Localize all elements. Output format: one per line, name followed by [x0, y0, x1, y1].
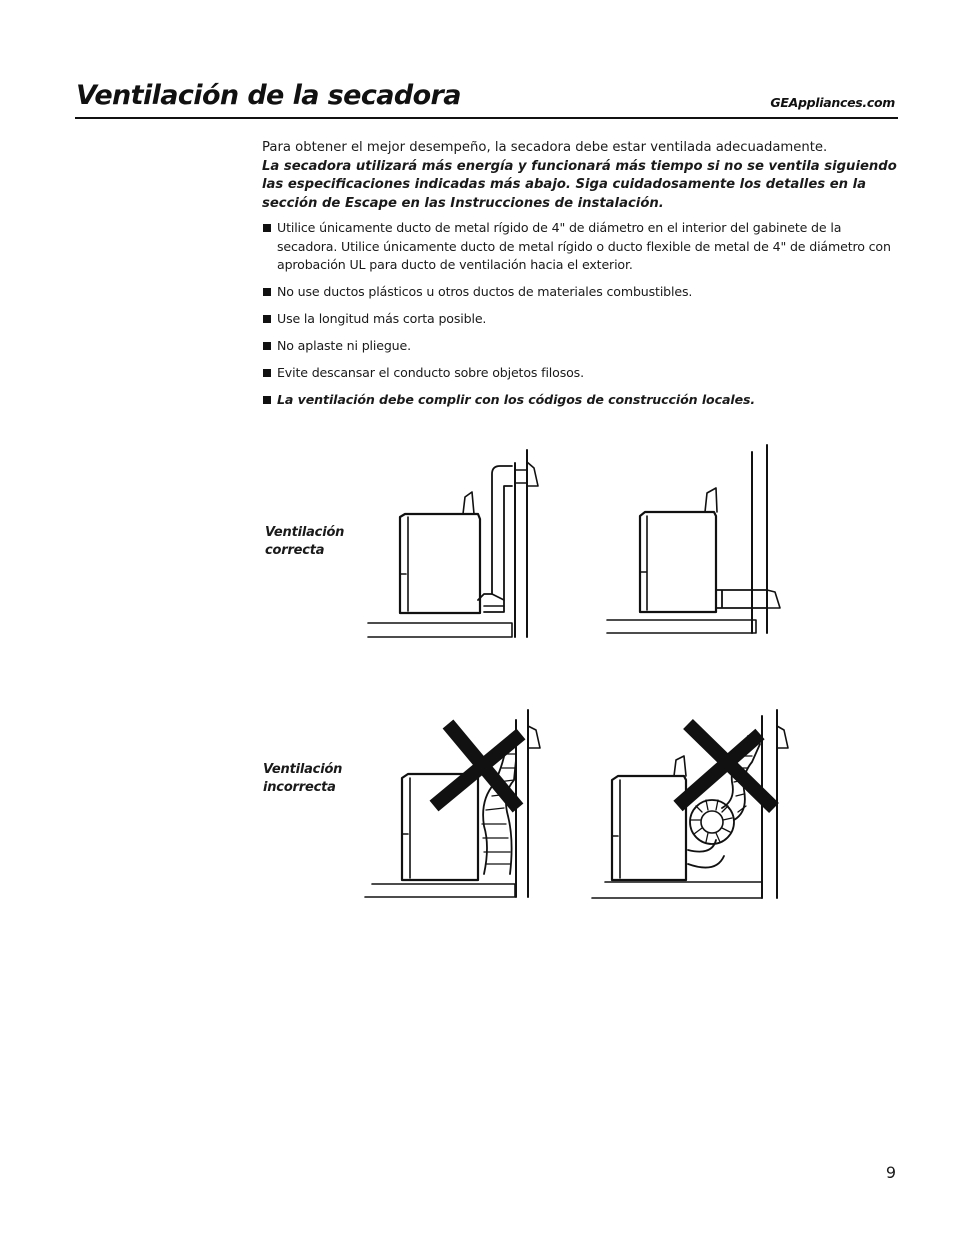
dryer-body: [640, 512, 716, 612]
incorrect-vent-label: Ventilación incorrecta: [263, 762, 343, 795]
dryer-detail: [402, 778, 410, 878]
bullet-text: No aplaste ni pliegue.: [277, 338, 411, 353]
rigid-duct: [716, 590, 767, 608]
vent-hood: [777, 726, 788, 748]
rigid-duct: [478, 466, 512, 612]
website-link[interactable]: GEAppliances.com: [770, 95, 895, 110]
floor: [365, 884, 515, 897]
bullet-text: No use ductos plásticos u otros ductos de materiales combustibles.: [277, 284, 693, 299]
control-panel: [463, 492, 474, 514]
control-panel: [674, 756, 686, 776]
flex-duct: [688, 840, 724, 868]
bullet-text: La ventilación debe complir con los códigos de construcción locales.: [277, 392, 756, 407]
duct-elbow: [484, 594, 504, 606]
wall: [515, 450, 527, 637]
bullet-text: Utilice únicamente ducto de metal rígido de 4" de diámetro en el interior del gabinete de la secadora. Utilice únicamente ducto de metal rígido o ducto flexible de metal de 4" de diámetro con aprobación UL para ducto de ventilación hacia el exterior.: [277, 220, 891, 272]
page-number: 9: [885, 1163, 896, 1182]
vent-hood: [527, 462, 538, 486]
bullet-text: Use la longitud más corta posible.: [277, 311, 487, 326]
prohibited-x-icon: [678, 724, 774, 808]
dryer-body: [612, 776, 686, 880]
duct-coil-inner: [701, 811, 723, 833]
dryer-detail: [612, 780, 620, 878]
intro-warning: La secadora utilizará más energía y funcionará más tiempo si no se ventila siguiendo las especificaciones indicadas más abajo. Siga cuidadosamente los detalles en la sección de Escape en las Instrucciones de instalación.: [262, 158, 897, 211]
diagram-correct-direct-duct: [607, 445, 780, 633]
diagram-correct-upward-duct: [368, 450, 538, 637]
vent-hood: [767, 590, 780, 608]
control-panel: [705, 488, 717, 512]
vent-hood: [528, 726, 540, 748]
dryer-body: [400, 514, 480, 613]
dryer-body: [402, 774, 478, 880]
bullet-text: Evite descansar el conducto sobre objetos filosos.: [277, 365, 584, 380]
floor: [592, 882, 762, 898]
page-title: Ventilación de la secadora: [76, 80, 461, 111]
floor: [607, 620, 756, 633]
intro-text: Para obtener el mejor desempeño, la secadora debe estar ventilada adecuadamente.: [262, 140, 828, 155]
wall-opening: [515, 470, 527, 483]
wall: [752, 445, 767, 633]
floor: [368, 623, 512, 637]
correct-vent-label: Ventilación correcta: [265, 525, 345, 558]
